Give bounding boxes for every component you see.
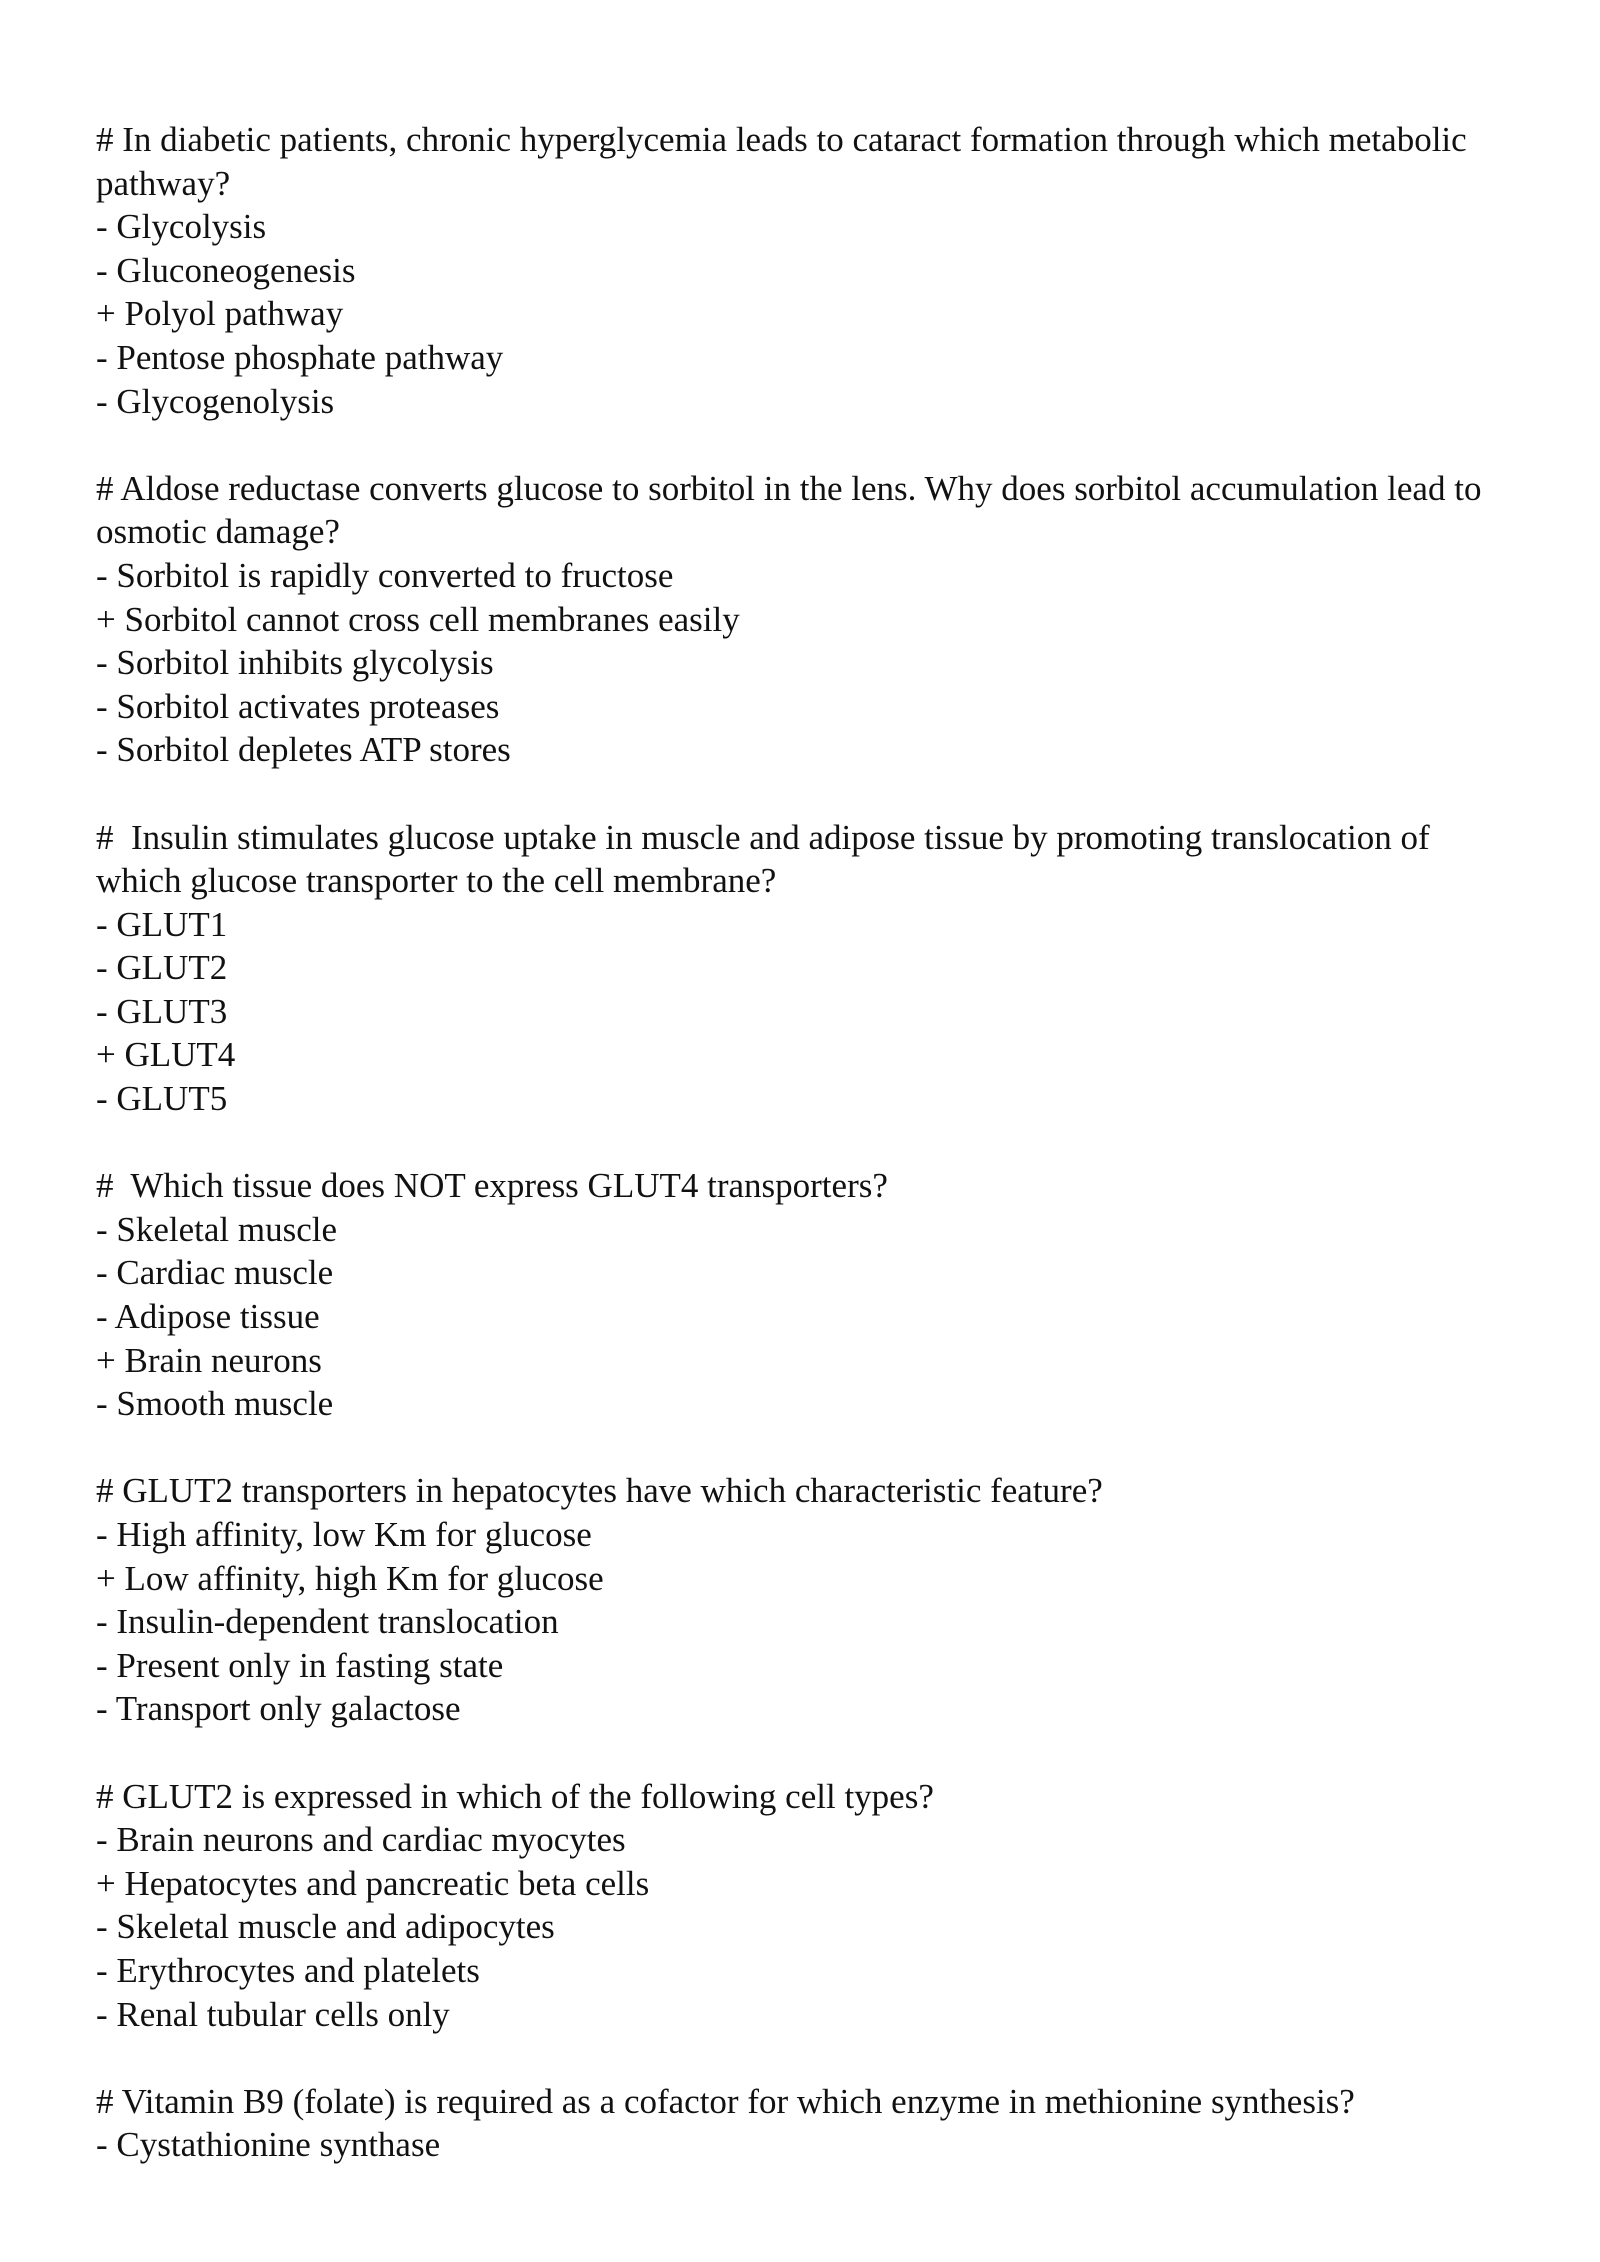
answer-option: - Sorbitol inhibits glycolysis <box>96 643 494 683</box>
answer-option: - Sorbitol depletes ATP stores <box>96 730 511 770</box>
question-text: # Aldose reductase converts glucose to sorbitol in the lens. Why does sorbitol accumulation lead to osmotic damage? <box>96 468 1491 552</box>
answer-option: - Sorbitol is rapidly converted to fructose <box>96 555 674 595</box>
answer-option-correct: + Hepatocytes and pancreatic beta cells <box>96 1863 650 1903</box>
answer-option: - High affinity, low Km for glucose <box>96 1515 592 1554</box>
answer-option: - Cardiac muscle <box>96 1253 334 1293</box>
answer-option: - Gluconeogenesis <box>96 250 356 290</box>
answer-option-correct: + Brain neurons <box>96 1340 322 1380</box>
question-text: # Which tissue does NOT express GLUT4 transporters? <box>96 1166 888 1206</box>
answer-option-correct: + Polyol pathway <box>96 294 344 334</box>
question-block <box>96 816 1516 1121</box>
answer-option-correct: + Sorbitol cannot cross cell membranes easily <box>96 599 740 639</box>
answer-option: - Brain neurons and cardiac myocytes <box>96 1820 626 1860</box>
document-page <box>96 118 1516 2211</box>
answer-option: - Glycogenolysis <box>96 381 335 421</box>
answer-option: - Sorbitol activates proteases <box>96 686 500 726</box>
answer-option: - Cystathionine synthase <box>96 2125 441 2165</box>
answer-option: - Skeletal muscle <box>96 1209 338 1249</box>
answer-option: - Erythrocytes and platelets <box>96 1950 480 1990</box>
question-text: # GLUT2 is expressed in which of the following cell types? <box>96 1776 934 1816</box>
answer-option: - Smooth muscle <box>96 1384 334 1424</box>
answer-option: - Insulin-dependent translocation <box>96 1602 559 1642</box>
answer-option-correct: + Low affinity, high Km for glucose <box>96 1558 604 1598</box>
answer-option: - Present only in fasting state <box>96 1645 504 1685</box>
question-text: # In diabetic patients, chronic hyperglycemia leads to cataract formation through which metabolic pathway? <box>96 120 1476 203</box>
question-block <box>96 118 1516 423</box>
question-block <box>96 2080 1516 2167</box>
answer-option: - GLUT2 <box>96 948 228 988</box>
question-block <box>96 1469 1516 1731</box>
answer-option: - Skeletal muscle and adipocytes <box>96 1907 555 1947</box>
answer-option: - Renal tubular cells only <box>96 1994 450 2034</box>
question-text: # Insulin stimulates glucose uptake in muscle and adipose tissue by promoting translocation of which glucose transporter to the cell membrane? <box>96 817 1439 901</box>
question-text: # GLUT2 transporters in hepatocytes have which characteristic feature? <box>96 1471 1103 1511</box>
question-block <box>96 1775 1516 2037</box>
answer-option: - Glycolysis <box>96 207 267 247</box>
question-block <box>96 467 1516 772</box>
answer-option: - GLUT5 <box>96 1079 228 1119</box>
answer-option: - GLUT1 <box>96 904 228 944</box>
answer-option: - Transport only galactose <box>96 1689 461 1729</box>
answer-option: - Pentose phosphate pathway <box>96 337 504 377</box>
answer-option-correct: + GLUT4 <box>96 1035 236 1075</box>
question-text: # Vitamin B9 (folate) is required as a cofactor for which enzyme in methionine synthesis? <box>96 2081 1355 2121</box>
answer-option: - GLUT3 <box>96 991 228 1031</box>
answer-option: - Adipose tissue <box>96 1297 320 1337</box>
question-block <box>96 1164 1516 1426</box>
